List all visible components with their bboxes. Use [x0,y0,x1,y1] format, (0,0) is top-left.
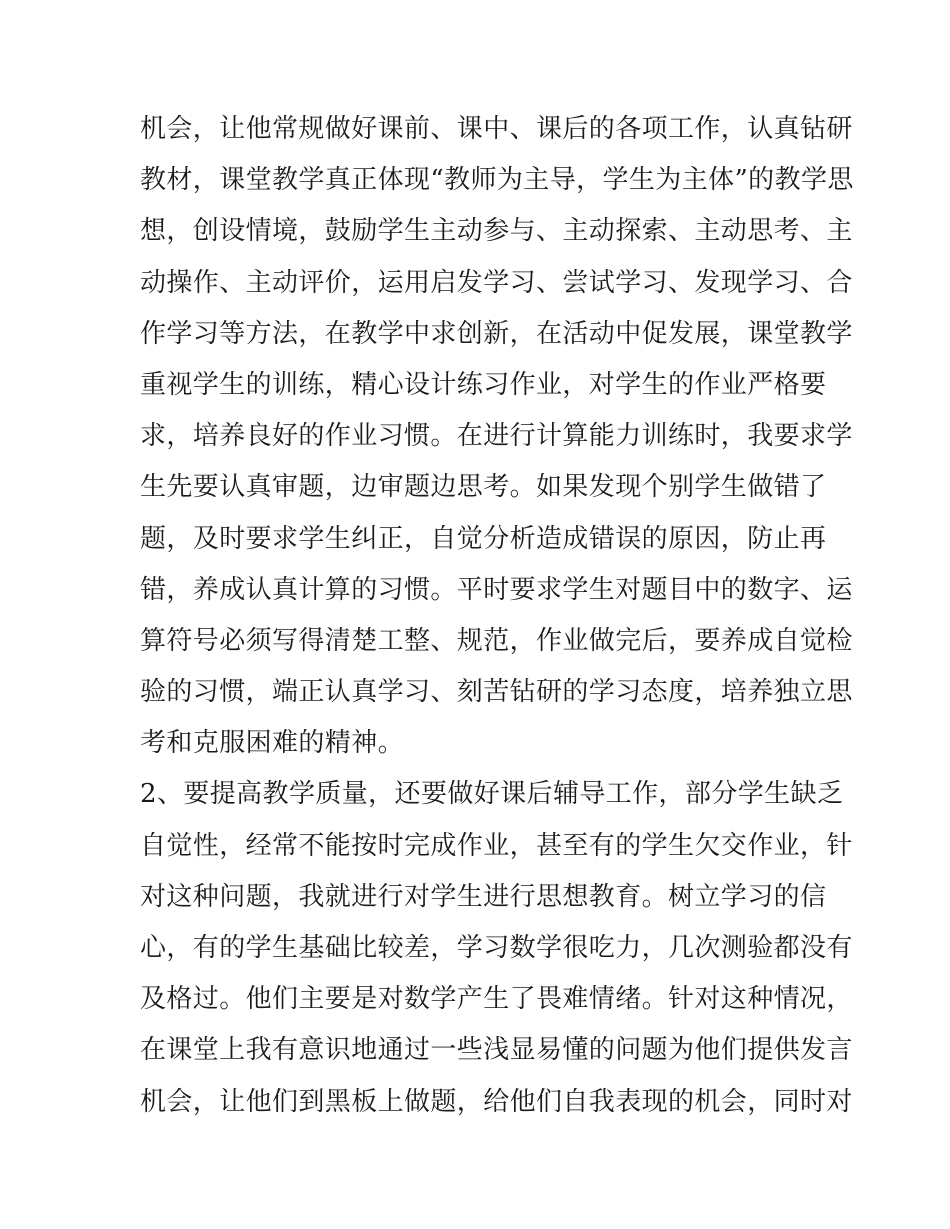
text-line: 自觉性，经常不能按时完成作业，甚至有的学生欠交作业，针 [140,830,853,861]
text-line: 机会，让他常规做好课前、课中、课后的各项工作，认真钻研 [140,114,853,144]
text-line: 重视学生的训练，精心设计练习作业，对学生的作业严格要 [140,369,827,400]
text-line: 生先要认真审题，边审题边思考。如果发现个别学生做错了 [140,472,827,503]
text-line: 考和克服困难的精神。 [140,728,405,759]
text-line: 算符号必须写得清楚工整、规范，作业做完后，要养成自觉检 [140,625,853,656]
text-line: 验的习惯，端正认真学习、刻苦钻研的学习态度，培养独立思 [140,677,853,708]
text-line: 求，培养良好的作业习惯。在进行计算能力训练时，我要求学 [140,421,853,452]
text-line: 教材，课堂教学真正体现“教师为主导，学生为主体”的教学思 [140,165,854,196]
text-line: 想，创设情境，鼓励学生主动参与、主动探索、主动思考、主 [140,216,853,247]
text-line: 作学习等方法，在教学中求创新，在活动中促发展，课堂教学 [140,318,853,349]
body-text [140,104,854,1128]
text-line: 动操作、主动评价，运用启发学习、尝试学习、发现学习、合 [140,267,853,298]
text-line: 题，及时要求学生纠正，自觉分析造成错误的原因，防止再 [140,523,827,554]
text-line: 对这种问题，我就进行对学生进行思想教育。树立学习的信 [140,881,827,912]
text-line: 2、要提高教学质量，还要做好课后辅导工作，部分学生缺乏 [140,779,844,810]
text-line: 机会，让他们到黑板上做题，给他们自我表现的机会，同时对 [140,1086,853,1117]
text-line: 及格过。他们主要是对数学产生了畏难情绪。针对这种情况， [140,984,853,1015]
text-line: 在课堂上我有意识地通过一些浅显易懂的问题为他们提供发言 [140,1035,853,1066]
text-line: 心，有的学生基础比较差，学习数学很吃力，几次测验都没有 [140,933,853,963]
text-line: 错，养成认真计算的习惯。平时要求学生对题目中的数字、运 [140,574,853,605]
